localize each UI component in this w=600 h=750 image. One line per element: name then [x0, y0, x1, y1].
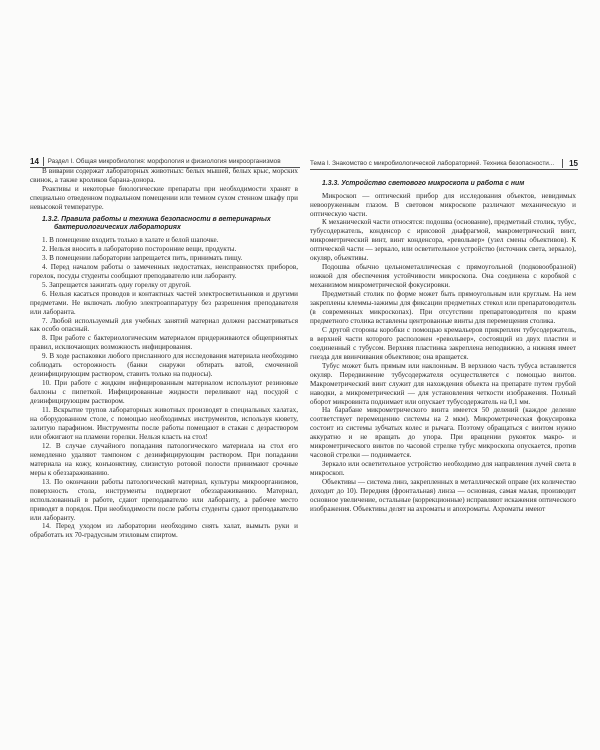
rule-item: 14. Перед уходом из лаборатории необходимо снять халат, вымыть руки и обработать их 70-градусным этиловым спиртом.: [30, 522, 298, 540]
right-page-number: 15: [569, 159, 578, 168]
paragraph: Подошва обычно цельнометаллическая с прямоугольной (подковообразной) ножкой для обеспечения устойчивости микроскопа. Она соединена с коробкой с механизмом микрометрической фокусировки.: [310, 263, 576, 290]
rule-item: 6. Нельзя касаться проводов и контактных частей электросветильников и другими предметами. Не включать любую электроаппаратуру без разрешения преподавателя или лаборанта.: [30, 289, 298, 316]
paragraph: Тубус может быть прямым или наклонным. В верхнюю часть тубуса вставляется окуляр. Передвижение тубусодержателя осуществляется с помощью винтов. Макрометрический винт служит для нахождения объекта на препарате путем грубой наводки, а микрометрический — для установления четкости изображения. Полный оборот микровинта поднимает или опускает тубусодержатель на 0,1 мм.: [310, 361, 576, 406]
paragraph: С другой стороны коробки с помощью кремальеров прикреплен тубусодержатель, в верхней части которого расположен «револьвер», состоящий из двух пластин и соединенный с тубусом. Верхняя пластинка закреплена неподвижно, а нижняя имеет гнезда для ввинчивания объективов; она вращается.: [310, 325, 576, 361]
rule-item: 3. В помещении лаборатории запрещается пить, принимать пищу.: [42, 253, 243, 262]
rule-item: 1. В помещение входить только в халате и белой шапочке.: [42, 235, 219, 244]
rule-item: 5. Запрещается зажигать одну горелку от другой.: [42, 280, 191, 289]
paragraph: Предметный столик по форме может быть прямоугольным или круглым. На нем закреплены клеммы-зажимы для фиксации предметных стекол или препаратоводитель (в современных микроскопах). При отсутствии препаратоводителя по краям предметного столика вставлены центрованные винты для перемещения столика.: [310, 290, 576, 325]
rule-item: 9. В ходе распаковки любого присланного для исследования материала необходимо соблюдать осторожность (банки снаружи обтирать ватой, смоченной дезинфицирующим раствором, ставить только на подносы).: [30, 352, 298, 379]
rule-item: 4. Перед началом работы о замеченных недостатках, неисправностях приборов, горелок, посуды студенты сообщают преподавателю или лаборанту.: [30, 262, 298, 280]
left-page-body: [30, 167, 298, 540]
right-page-body: [310, 180, 576, 514]
section-heading: [310, 180, 576, 189]
paragraph: Объективы — система линз, закрепленных в металлической оправе (их количество доходит до 10). Передняя (фронтальная) линза — основная, самая малая, производит основное увеличение, остальные (коррекционные) исправляют искажения оптического изображения. Объективы делят на ахроматы и апохроматы. Ахроматы имеют: [310, 478, 576, 513]
section-heading-line: 1.3.2. Правила работы и техника безопасности в ветеринарных: [42, 215, 271, 223]
rule-item: 10. При работе с жидким инфицированным материалом используют резиновые баллоны с пипеткой. Инфицированные жидкости переливают над посудой с дезинфицирующим раствором.: [30, 379, 298, 406]
rule-item: 12. В случае случайного попадания патологического материала на стол его немедленно удаляют тампоном с дезинфицирующим раствором. При попадании материала на кожу, конъюнктиву, слизистую ротовой полости принимают срочные меры к обеззараживанию.: [30, 441, 298, 477]
paragraph: К механической части относятся: подошва (основание), предметный столик, тубус, тубусодержатель, конденсор с ирисовой диафрагмой, макрометрический винт, микрометрический винт, винт конденсора, «револьвер» (узел смены объективов). К оптической части — зеркало, или осветительное устройство (источник света, зеркало), окуляр, объективы.: [310, 218, 576, 263]
rule-item: 7. Любой используемый для учебных занятий материал должен рассматриваться как особо опасный.: [30, 316, 298, 334]
paragraph: Зеркало или осветительное устройство необходимо для направления лучей света в микроскоп.: [310, 460, 576, 478]
rule-item: 2. Нельзя вносить в лабораторию посторонние вещи, продукты.: [42, 244, 237, 253]
paragraph: Реактивы и некоторые биологические препараты при необходимости хранят в специально отведенном подвальном помещении или темном сухом стенном шкафу при невысокой температуре.: [30, 184, 298, 211]
right-page-header: [310, 158, 578, 170]
header-separator: [562, 159, 563, 168]
paragraph: Микроскоп — оптический прибор для исследования объектов, невидимых невооруженным глазом. В световом микроскопе различают механическую и оптическую части.: [310, 191, 576, 218]
left-running-title: Раздел I. Общая микробиология: морфология и физиология микроорганизмов: [47, 158, 281, 165]
right-running-title: Тема I. Знакомство с микробиологической лабораторией. Техника безопасности...: [310, 160, 555, 167]
section-heading-line: 1.3.3. Устройство светового микроскопа и работа с ним: [322, 180, 525, 187]
section-heading: [30, 216, 298, 233]
rule-item: 8. При работе с бактериологическим материалом придерживаются общепринятых правил, исключающих возможность инфицирования.: [30, 334, 298, 352]
paragraph: В виварии содержат лабораторных животных: белых мышей, белых крыс, морских свинок, а также кроликов барана-донора.: [30, 167, 298, 184]
rule-item: 13. По окончании работы патологический материал, культуры микроорганизмов, поверхность стола, инструменты подвергают обеззараживанию. Материал, использованный в работе, сдают преподавателю или лаборанту, а рабочее место приводят в порядок. При необходимости после работы студенты сдают преподавателю или лаборанту.: [30, 477, 298, 522]
left-page-number: 14: [30, 157, 39, 166]
header-separator: [43, 157, 44, 166]
rule-item: 11. Вскрытие трупов лабораторных животных производят в специальных халатах, на оборудованном столе, с помощью необходимых инструментов, используя кювету, залитую парафином. Инструменты после работы помещают в стакан с дезраствором или обжигают на пламени горелки. Нельзя класть на стол!: [30, 406, 298, 441]
paragraph: На барабане микрометрического винта имеется 50 делений (каждое деление соответствует перемещению системы на 2 мкм). Микрометрическая фокусировка состоит из системы зубчатых колес и рычага. Поэтому обращаться с винтом нужно аккуратно и не вращать до упора. При вращении рукояток макро- и микрометрического винтов по часовой стрелке тубус микроскопа опускается, против часовой стрелки — поднимается.: [310, 406, 576, 460]
section-heading-line: бактериологических лабораториях: [54, 224, 181, 232]
